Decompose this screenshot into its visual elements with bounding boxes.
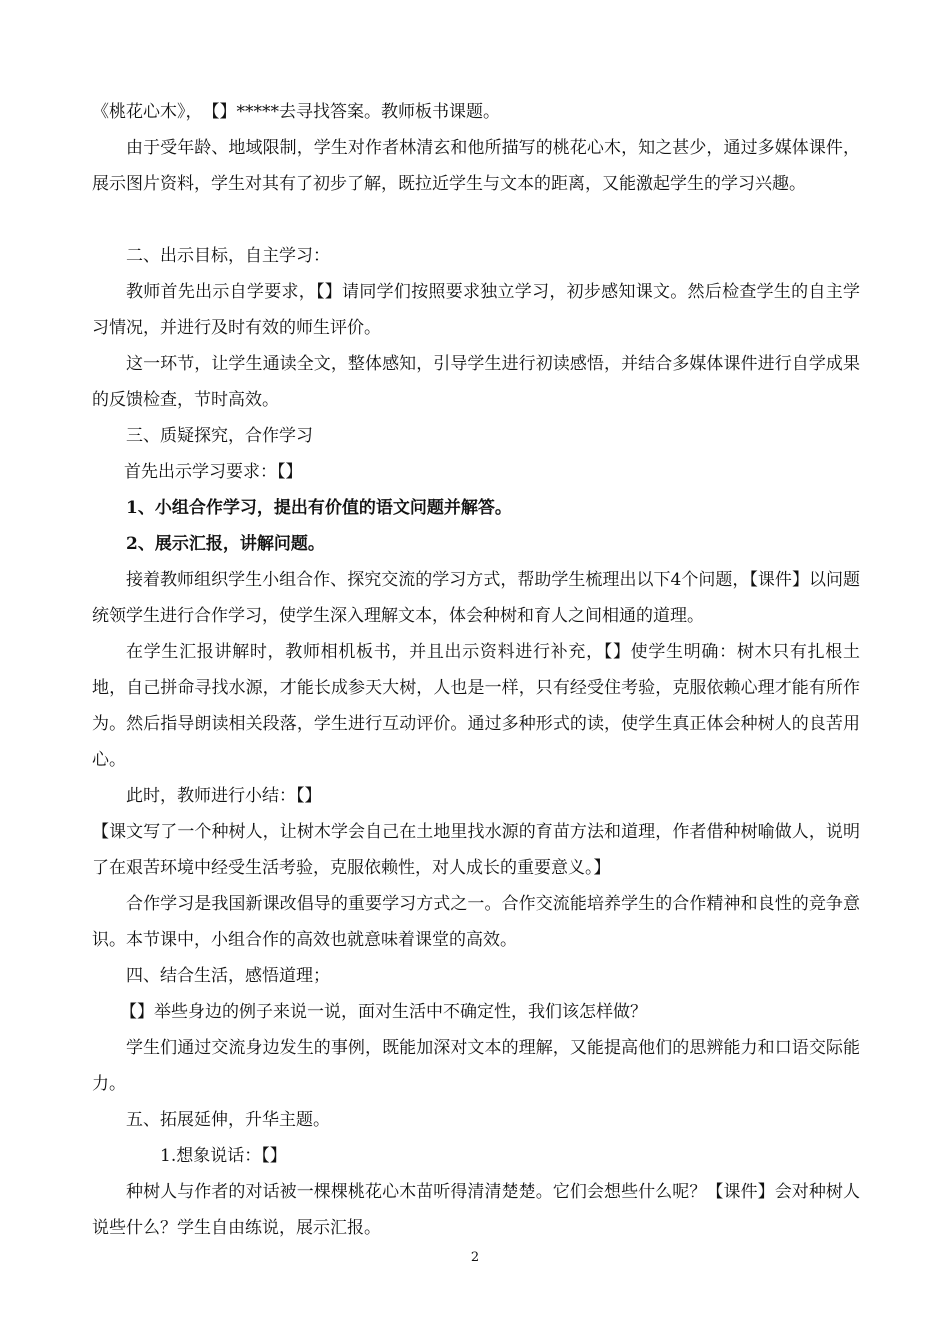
paragraph-requirements: 首先出示学习要求：【】 bbox=[124, 462, 303, 482]
paragraph-examples: 【】举些身边的例子来说一说，面对生活中不确定性，我们该怎样做？ bbox=[120, 1002, 647, 1022]
paragraph-group-work: 接着教师组织学生小组合作、探究交流的学习方式，帮助学生梳理出以下4个问题，【课件】以问题统领学生进行合作学习，使学生深入理解文本，体会种树和育人之间相通的道理。 bbox=[92, 570, 860, 626]
paragraph-report: 在学生汇报讲解时，教师相机板书，并且出示资料进行补充，【】使学生明确：树木只有扎根土地，自己拼命寻找水源，才能长成参天大树，人也是一样，只有经受住考验，克服依赖心理才能有所作为。然后指导朗读相关段落，学生进行互动评价。通过多种形式的读，使学生真正体会种树人的良苦用心。 bbox=[92, 642, 860, 770]
heading-section-3: 三、质疑探究，合作学习 bbox=[126, 426, 313, 446]
paragraph-imagine: 1.想象说话：【】 bbox=[160, 1146, 287, 1166]
paragraph-summary-intro: 此时，教师进行小结：【】 bbox=[126, 786, 322, 806]
requirement-item-2: 2、展示汇报，讲解问题。 bbox=[126, 534, 325, 554]
heading-section-4: 四、结合生活，感悟道理； bbox=[126, 966, 330, 986]
paragraph-dialogue: 种树人与作者的对话被一棵棵桃花心木苗听得清清楚楚。它们会想些什么呢？【课件】会对种树人说些什么？学生自由练说，展示汇报。 bbox=[92, 1182, 860, 1238]
page-number: 2 bbox=[470, 1250, 480, 1265]
paragraph-intro-title: 《桃花心木》， 【】*****去寻找答案。教师板书课题。 bbox=[92, 102, 500, 122]
requirement-item-1: 1、小组合作学习，提出有价值的语文问题并解答。 bbox=[126, 498, 512, 518]
paragraph-discussion: 学生们通过交流身边发生的事例，既能加深对文本的理解，又能提高他们的思辨能力和口语交际能力。 bbox=[92, 1038, 860, 1094]
paragraph-summary: 【课文写了一个种树人，让树木学会自己在土地里找水源的育苗方法和道理，作者借种树喻做人，说明了在艰苦环境中经受生活考验，克服依赖性，对人成长的重要意义。】 bbox=[92, 822, 860, 878]
paragraph-background: 由于受年龄、地域限制，学生对作者林清玄和他所描写的桃花心木，知之甚少，通过多媒体课件，展示图片资料，学生对其有了初步了解，既拉近学生与文本的距离，又能激起学生的学习兴趣。 bbox=[92, 138, 860, 194]
heading-section-5: 五、拓展延伸，升华主题。 bbox=[126, 1110, 330, 1130]
paragraph-cooperative: 合作学习是我国新课改倡导的重要学习方式之一。合作交流能培养学生的合作精神和良性的竞争意识。本节课中，小组合作的高效也就意味着课堂的高效。 bbox=[92, 894, 860, 950]
paragraph-reading-check: 这一环节，让学生通读全文，整体感知，引导学生进行初读感悟，并结合多媒体课件进行自学成果的反馈检查，节时高效。 bbox=[92, 354, 860, 410]
paragraph-self-study: 教师首先出示自学要求，【】请同学们按照要求独立学习，初步感知课文。然后检查学生的自主学习情况，并进行及时有效的师生评价。 bbox=[92, 282, 860, 338]
heading-section-2: 二、出示目标，自主学习： bbox=[126, 246, 330, 266]
